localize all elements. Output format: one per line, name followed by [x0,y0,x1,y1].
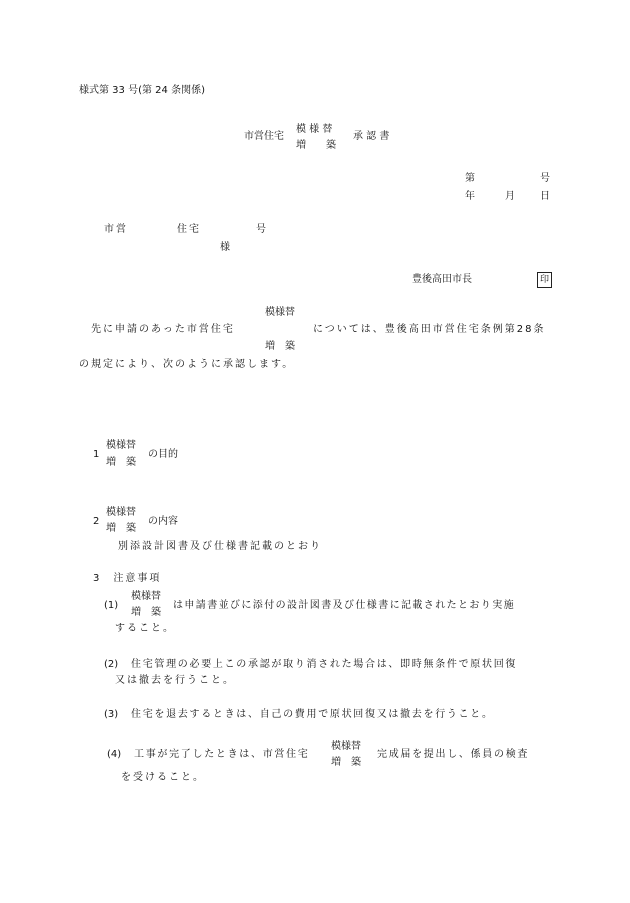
body-option-bottom: 増 築 [265,341,295,352]
note-1-text-b: すること。 [115,623,175,634]
note-1-text-a: は申請書並びに添付の設計図書及び仕様書に記載されたとおり実施 [173,600,515,611]
item-3-heading: 3 注意事項 [93,573,162,584]
note-3-text-a: 住宅を退去するときは、自己の費用で原状回復又は撤去を行うこと。 [131,709,494,720]
body-line1-a: 先に申請のあった市営住宅 [91,324,235,335]
item-2-option-top: 模様替 [106,507,136,518]
note-2-text-a: 住宅管理の必要上この承認が取り消された場合は、即時無条件で原状回復 [131,659,518,670]
addressee-sama: 様 [220,242,230,253]
addressee-shiei: 市営 [104,224,128,235]
item-1-option-top: 模様替 [106,440,136,451]
note-4-text-b: を受けること。 [121,772,205,783]
note-3-number: (3) [104,709,119,720]
item-2-option-bottom: 増 築 [106,523,136,534]
item-2-detail: 別添設計図書及び仕様書記載のとおり [118,541,322,552]
note-4-option-bottom: 増 築 [331,757,361,768]
item-2-number: 2 [93,516,100,527]
note-4-text-a: 工事が完了したときは、市営住宅 [134,749,310,760]
title-suffix: 承 認 書 [353,131,390,142]
body-option-top: 模様替 [265,307,295,318]
item-1-label: の目的 [148,449,178,460]
body-line2: の規定により、次のように承認します。 [79,359,295,370]
date-month: 月 [505,191,515,202]
note-4-text-c: 完成届を提出し、係員の検査 [377,749,530,760]
item-1-option-bottom: 増 築 [106,457,136,468]
title-option-top: 模 様 替 [296,124,333,135]
addressee-go: 号 [256,224,266,235]
form-number-label: 様式第 33 号(第 24 条関係) [79,85,205,96]
note-2-text-b: 又は撤去を行うこと。 [115,675,235,686]
title-option-bottom: 増 築 [296,140,336,151]
date-day: 日 [540,191,550,202]
note-4-number: (4) [107,749,122,760]
doc-number-dai: 第 [465,173,475,184]
note-1-option-top: 模様替 [131,591,161,602]
item-2-label: の内容 [148,516,178,527]
note-1-option-bottom: 増 築 [131,607,161,618]
title-prefix: 市営住宅 [244,131,284,142]
date-year: 年 [465,191,475,202]
doc-number-go: 号 [540,173,550,184]
issuer-name: 豊後高田市長 [412,274,472,285]
note-4-option-top: 模様替 [331,741,361,752]
body-line1-b: については、豊後高田市営住宅条例第28条 [313,324,546,335]
seal-mark: 印 [537,272,552,288]
addressee-jutaku: 住宅 [177,224,201,235]
item-1-number: 1 [93,449,100,460]
note-1-number: (1) [104,600,119,611]
note-2-number: (2) [104,659,119,670]
